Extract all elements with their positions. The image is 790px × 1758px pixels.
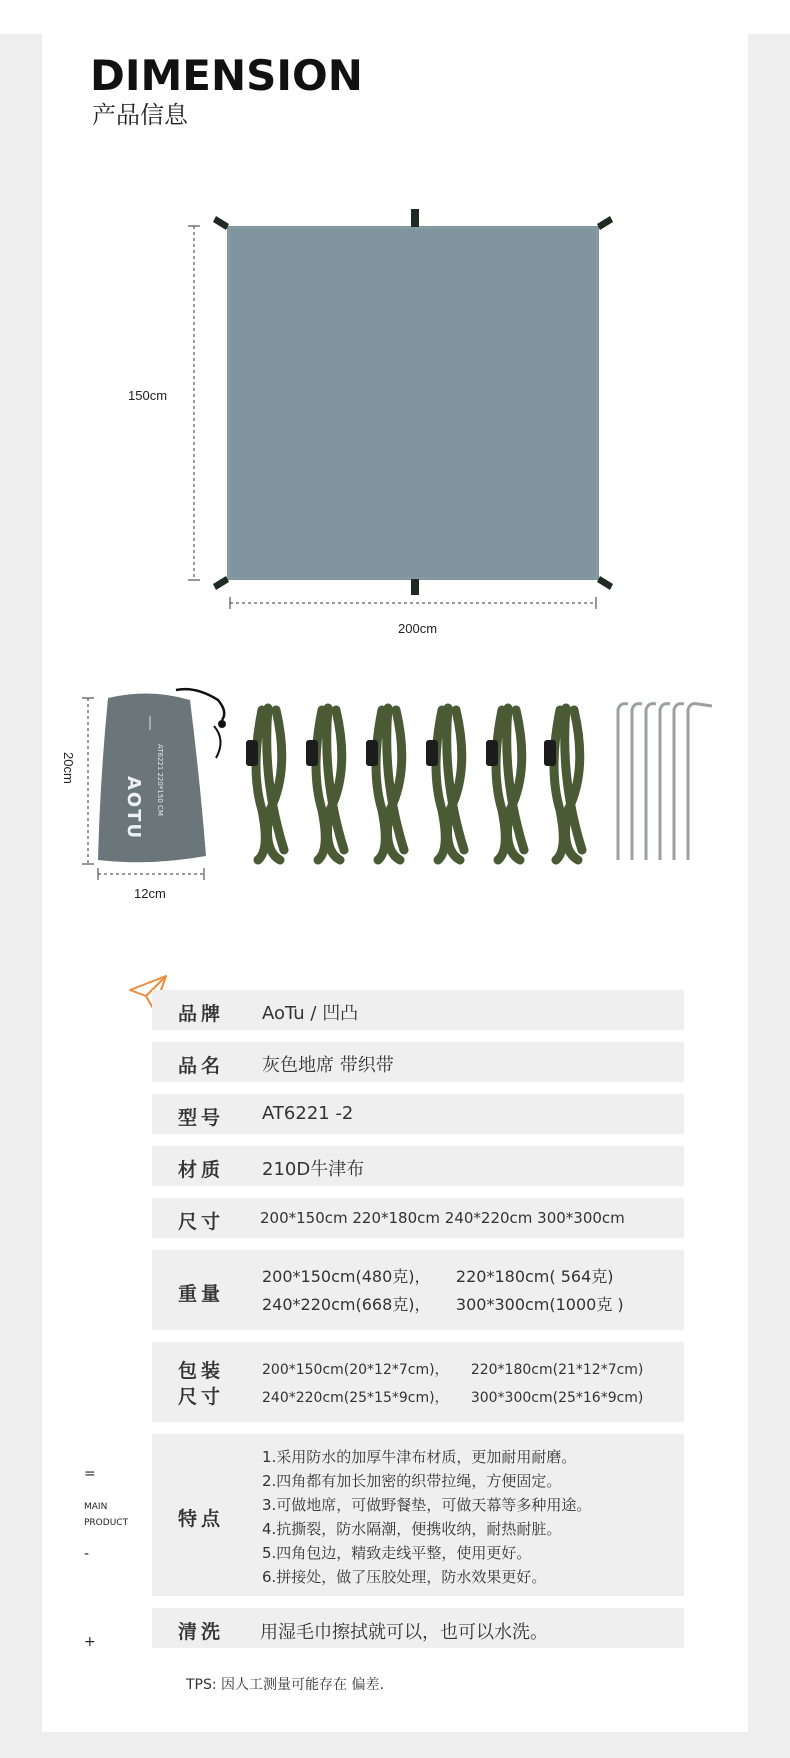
spec-value-line: 5.四角包边，精致走线平整，使用更好。: [262, 1544, 532, 1562]
side-equals-mark: =: [84, 1466, 96, 1482]
width-label: 200cm: [398, 621, 438, 636]
height-label: 150cm: [128, 388, 168, 403]
bag-height-dimension-line: [82, 698, 94, 864]
spec-value-line: 1.采用防水的加厚牛津布材质，更加耐用耐磨。: [262, 1448, 577, 1466]
spec-row-package-size: [152, 1342, 684, 1422]
side-minus-mark: -: [84, 1546, 90, 1562]
accessories-diagram: [0, 660, 790, 900]
spec-row-model: [152, 1094, 684, 1134]
spec-value-line: 200*150cm(20*12*7cm)， 220*180cm(21*12*7cm): [262, 1362, 644, 1378]
page-margin-bottom: [0, 1732, 790, 1758]
spec-row-features: [152, 1434, 684, 1596]
spec-value-line: 240*220cm(25*15*9cm)， 300*300cm(25*16*9cm): [262, 1390, 644, 1406]
spec-key: 特点: [178, 1508, 225, 1530]
spec-value-line: 4.抗撕裂，防水隔潮，便携收纳，耐热耐脏。: [262, 1520, 562, 1538]
spec-key: 品牌: [178, 1003, 225, 1025]
spec-key-line: 包装: [178, 1360, 225, 1382]
ground-mat-diagram: [0, 0, 790, 640]
tent-stakes: [618, 704, 712, 860]
page-subtitle: 产品信息: [92, 101, 188, 129]
spec-key-line: 尺寸: [178, 1386, 225, 1408]
spec-row-name: [152, 1042, 684, 1082]
spec-key: 尺寸: [178, 1211, 225, 1233]
spec-row-cleaning: [152, 1608, 684, 1648]
spec-key: 型号: [178, 1107, 225, 1129]
spec-key: 重量: [178, 1283, 225, 1305]
spec-value: 用湿毛巾擦拭就可以，也可以水洗。: [260, 1622, 548, 1643]
ground-mat: [227, 226, 599, 580]
page-title: DIMENSION: [90, 51, 363, 100]
spec-value: AT6221 -2: [262, 1103, 354, 1124]
spec-key: 清洗: [178, 1621, 225, 1643]
bag-model-text: AT6221 220*150 CM: [156, 744, 164, 816]
spec-row-material: [152, 1146, 684, 1186]
spec-row-size: [152, 1198, 684, 1238]
spec-value: AoTu / 凹凸: [262, 1003, 359, 1024]
spec-row-weight: [152, 1250, 684, 1330]
bag-width-label: 12cm: [134, 886, 166, 901]
spec-value: 210D牛津布: [262, 1159, 365, 1180]
side-product-label: PRODUCT: [84, 1518, 129, 1528]
spec-value: 200*150cm 220*180cm 240*220cm 300*300cm: [260, 1209, 625, 1227]
height-dimension-line: [188, 226, 200, 580]
spec-value-line: 6.拼接处，做了压胶处理，防水效果更好。: [262, 1568, 547, 1586]
spec-value-line: 240*220cm(668克)， 300*300cm(1000克 ): [262, 1295, 624, 1314]
bag-height-label: 20cm: [61, 752, 76, 784]
side-plus-mark: +: [84, 1634, 96, 1650]
spec-row-brand: [152, 990, 684, 1030]
spec-value-line: 2.四角都有加长加密的织带拉绳，方便固定。: [262, 1472, 562, 1490]
side-main-label: MAIN: [84, 1502, 108, 1512]
guy-ropes: [256, 708, 582, 860]
width-dimension-line: [230, 597, 596, 609]
bag-width-dimension-line: [98, 868, 204, 880]
spec-value-line: 200*150cm(480克)， 220*180cm( 564克): [262, 1267, 614, 1286]
storage-bag: [98, 693, 206, 862]
bag-brand-text: AOTU: [123, 776, 144, 841]
spec-key: 材质: [178, 1159, 225, 1181]
spec-key: 品名: [178, 1055, 225, 1077]
measurement-note: TPS: 因人工测量可能存在 偏差.: [186, 1677, 384, 1693]
spec-value: 灰色地席 带织带: [262, 1055, 394, 1076]
spec-value-line: 3.可做地席，可做野餐垫，可做天幕等多种用途。: [262, 1496, 592, 1514]
